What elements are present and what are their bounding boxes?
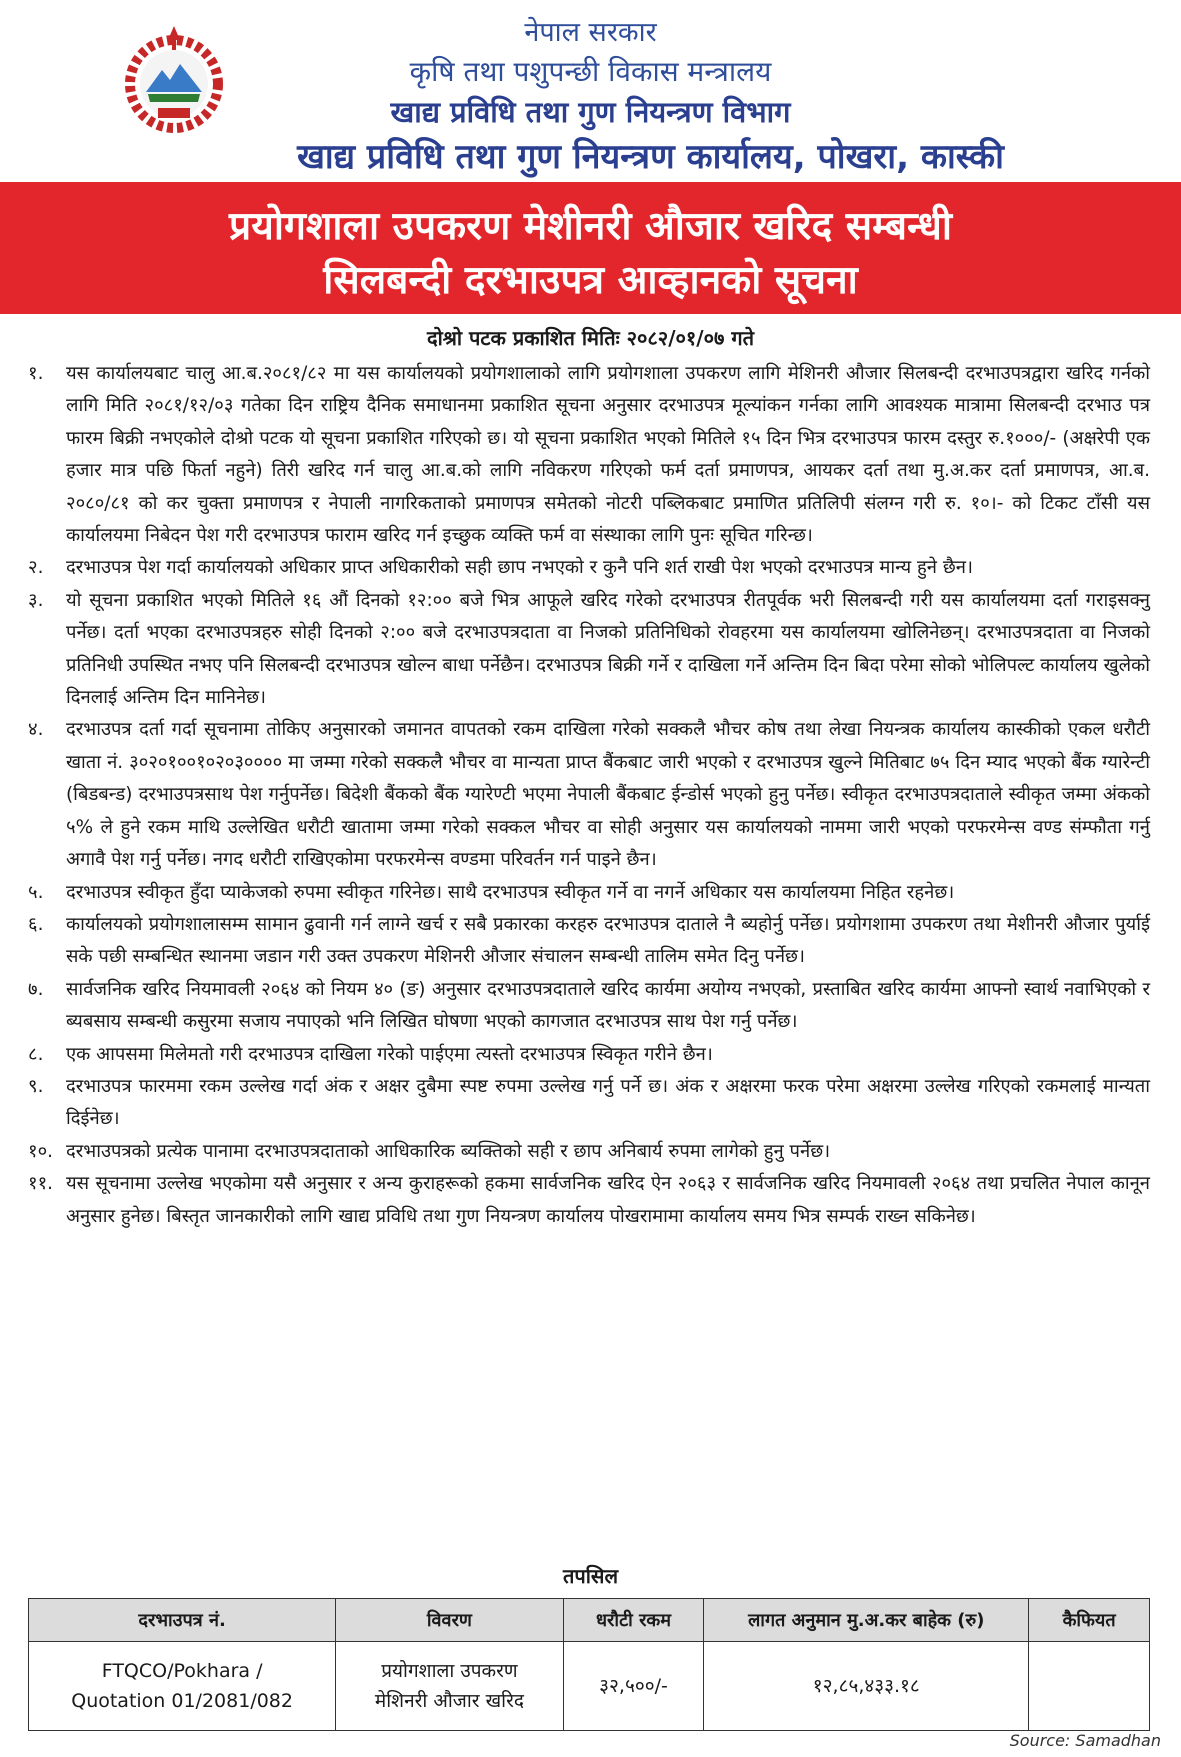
header (0, 0, 1181, 180)
publication-date: दोश्रो पटक प्रकाशित मितिः २०८२/०१/०७ गते (426, 326, 755, 350)
clause-text: दरभाउपत्र दर्ता गर्दा सूचनामा तोकिए अनुसारको जमानत वापतको रकम दाखिला गरेको सक्कलै भौचर कोष तथा लेखा नियन्त्रक कार्यालय कास्कीको एकल धरौटी खाता नं. ३०२०१००१०२०३०००० मा जम्मा गरेको सक्कलै भौचर वा मान्यता प्राप्त बैंकबाट जारी भएको र दरभाउपत्र खुल्ने मितिबाट ७५ दिन म्याद भएको बैंक ग्यारेन्टी (बिडबन्ड) दरभाउपत्रसाथ पेश गर्नुपर्नेछ। बिदेशी बैंकको बैंक ग्यारेण्टी भएमा नेपाली बैंकबाट ईन्डोर्स भएको हुनु पर्नेछ। स्वीकृत दरभाउपत्रदाताले स्वीकृत जम्मा अंकको ५% ले हुने रकम माथि उल्लेखित धरौटी खातामा जम्मा गरेको सक्कल भौचर वा सोही अनुसार यस कार्यालयको नाममा जारी भएको परफरमेन्स वण्ड संम्फौता गर्नु अगावै पेश गर्नु पर्नेछ। नगद धरौटी राखिएकोमा परफरमेन्स वण्डमा परिवर्तन गर्न पाइने छैन। (66, 719, 1150, 871)
clause-text: दरभाउपत्र स्वीकृत हुँदा प्याकेजको रुपमा स्वीकृत गरिनेछ। साथै दरभाउपत्र स्वीकृत गर्ने वा नगर्ने अधिकार यस कार्यालयमा निहित रहनेछ। (66, 881, 955, 903)
schedule-table (28, 1598, 1150, 1731)
cell-remarks (1029, 1642, 1150, 1731)
clause-text: यो सूचना प्रकाशित भएको मितिले १६ औं दिनको १२:०० बजे भित्र आफूले खरिद गरेको दरभाउपत्र रीतपूर्वक भरी सिलबन्दी गरी यस कार्यालयमा दर्ता गराइसक्नु पर्नेछ। दर्ता भएका दरभाउपत्रहरु सोही दिनको २:०० बजे दरभाउपत्रदाता वा निजको प्रतिनिधिको रोवहरमा यस कार्यालयमा खोलिनेछन्। दरभाउपत्रदाता वा निजको प्रतिनिधी उपस्थित नभए पनि सिलबन्दी दरभाउपत्र खोल्न बाधा पर्नेछैन। दरभाउपत्र बिक्री गर्ने र दाखिला गर्ने अन्तिम दिन बिदा परेमा सोको भोलिपल्ट कार्यालय खुलेको दिनलाई अन्तिम दिन मानिनेछ। (66, 589, 1150, 709)
clause (28, 1136, 1150, 1168)
clause-number: ७. (28, 978, 44, 1000)
clause-number: १. (28, 363, 44, 384)
header-quotation-no: दरभाउपत्र नं. (29, 1599, 336, 1642)
header-description: विवरण (336, 1599, 563, 1642)
cell-cost-estimate: १२,८५,४३३.१८ (704, 1642, 1029, 1731)
clause-number: ६. (28, 913, 44, 935)
clause-text: दरभाउपत्र फारममा रकम उल्लेख गर्दा अंक र अक्षर दुबैमा स्पष्ट रुपमा उल्लेख गर्नु पर्ने छ। अंक र अक्षरमा फरक परेमा अक्षरमा उल्लेख गरिएको रकमलाई मान्यता दिईनेछ। (66, 1075, 1150, 1130)
clause (28, 1168, 1150, 1233)
clause (28, 1071, 1150, 1136)
clause-text: एक आपसमा मिलेमतो गरी दरभाउपत्र दाखिला गरेको पाईएमा त्यस्तो दरभाउपत्र स्विकृत गरीने छैन। (66, 1043, 713, 1065)
clause (28, 909, 1150, 974)
clause (28, 358, 1150, 552)
clause (28, 552, 1150, 584)
clause-number: १०. (28, 1140, 53, 1162)
banner-title-line1: प्रयोगशाला उपकरण मेशीनरी औजार खरिद सम्बन्धी (229, 204, 952, 249)
schedule-header-row (29, 1599, 1150, 1642)
clause-number: ५. (28, 881, 44, 903)
clause-text: दरभाउपत्रको प्रत्येक पानामा दरभाउपत्रदाताको आधिकारिक ब्यक्तिको सही र छाप अनिबार्य रुपमा लागेको हुनु पर्नेछ। (66, 1140, 831, 1162)
clause-text: दरभाउपत्र पेश गर्दा कार्यालयको अधिकार प्राप्त अधिकारीको सही छाप नभएको र कुनै पनि शर्त राखी पेश भएको दरभाउपत्र मान्य हुने छैन। (66, 557, 973, 579)
clause-number: ३. (28, 589, 44, 611)
header-remarks: कैफियत (1029, 1599, 1150, 1642)
clause-text: सार्वजनिक खरिद नियमावली २०६४ को नियम ४० (ङ) अनुसार दरभाउपत्रदाताले खरिद कार्यमा अयोग्य नभएको, प्रस्ताबित खरिद कार्यमा आफ्नो स्वार्थ नवाभिएको र ब्यबसाय सम्बन्धी कसुरमा सजाय नपाएको भनि लिखित घोषणा भएको कागजात दरभाउपत्र साथ पेश गर्नु पर्नेछ। (66, 978, 1150, 1033)
table-row (29, 1642, 1150, 1731)
clause (28, 714, 1150, 876)
clause-text: यस कार्यालयबाट चालु आ.ब.२०८१/८२ मा यस कार्यालयको प्रयोगशालाको लागि प्रयोगशाला उपकरण लागि मेशिनरी औजार सिलबन्दी दरभाउपत्रद्वारा खरिद गर्नको लागि मिति २०८१/१२/०३ गतेका दिन राष्ट्रिय दैनिक समाधानमा प्रकाशित सूचना अनुसार दरभाउपत्र मूल्यांकन गर्नका लागि आवश्यक मात्रामा सिलबन्दी दरभाउ पत्र फारम बिक्री नभएकोले दोश्रो पटक यो सूचना प्रकाशित गरिएको छ। यो सूचना प्रकाशित भएको मितिले १५ दिन भित्र दरभाउपत्र फारम दस्तुर रु.१०००/- (अक्षरेपी एक हजार मात्र पछि फिर्ता नहुने) तिरी खरिद गर्न चालु आ.ब.को लागि नविकरण गरिएको फर्म दर्ता प्रमाणपत्र, आयकर दर्ता तथा मु.अ.कर दर्ता प्रमाणपत्र, आ.ब. २०८०/८१ को कर चुक्ता प्रमाणपत्र र नेपाली नागरिकताको प्रमाणपत्र समेतको नोटरी पब्लिकबाट प्रमाणित प्रतिलिपी संलग्न गरी रु. १०।- को टिकट टाँसी यस कार्यालयमा निबेदन पेश गरी दरभाउपत्र फाराम खरिद गर्न इच्छुक व्यक्ति फर्म वा संस्थाका लागि पुनः सूचित गरिन्छ। (66, 363, 1150, 547)
clause-number: ११. (28, 1173, 53, 1195)
clause-number: २. (28, 557, 44, 579)
clause (28, 585, 1150, 715)
description-line2: मेशिनरी औजार खरिद (374, 1690, 524, 1712)
clause (28, 974, 1150, 1039)
notice-title-banner (0, 182, 1181, 314)
header-deposit: धरौटी रकम (563, 1599, 704, 1642)
clause-number: ४. (28, 719, 44, 741)
clause-text: यस सूचनामा उल्लेख भएकोमा यसै अनुसार र अन्य कुराहरूको हकमा सार्वजनिक खरिद ऐन २०६३ र सार्वजनिक खरिद नियमावली २०६४ तथा प्रचलित नेपाल कानून अनुसार हुनेछ। बिस्तृत जानकारीको लागि खाद्य प्रविधि तथा गुण नियन्त्रण कार्यालय पोखरामामा कार्यालय समय भित्र सम्पर्क राख्न सकिनेछ। (66, 1173, 1150, 1227)
quotation-line2: Quotation 01/2081/082 (71, 1690, 293, 1712)
cell-description (336, 1642, 563, 1731)
header-cost-estimate: लागत अनुमान मु.अ.कर बाहेक (रु) (704, 1599, 1029, 1642)
schedule-title: तपसिल (562, 1564, 619, 1588)
clause (28, 877, 1150, 909)
source-credit: Source: Samadhan (1009, 1731, 1161, 1750)
quotation-line1: FTQCO/Pokhara / (101, 1660, 263, 1682)
header-office: खाद्य प्रविधि तथा गुण नियन्त्रण कार्यालय, पोखरा, कास्की (297, 137, 1004, 177)
clause-number: ९. (28, 1075, 44, 1097)
cell-quotation-no (29, 1642, 336, 1731)
description-line1: प्रयोगशाला उपकरण (381, 1660, 518, 1682)
notice-clauses (28, 358, 1150, 1233)
clause (28, 1039, 1150, 1071)
cell-deposit: ३२,५००/- (563, 1642, 704, 1731)
header-department: खाद्य प्रविधि तथा गुण नियन्त्रण विभाग (390, 95, 791, 129)
clause-number: ८. (28, 1043, 44, 1065)
header-ministry: कृषि तथा पशुपन्छी विकास मन्त्रालय (409, 55, 772, 88)
clause-text: कार्यालयको प्रयोगशालासम्म सामान ढुवानी गर्न लाग्ने खर्च र सबै प्रकारका करहरु दरभाउपत्र दाताले नै ब्यहोर्नु पर्नेछ। प्रयोगशामा उपकरण तथा मेशीनरी औजार पुर्याई सके पछी सम्बन्धित स्थानमा जडान गरी उक्त उपकरण मेशिनरी औजार संचालन सम्बन्धी तालिम समेत दिनु पर्नेछ। (66, 913, 1150, 968)
banner-title-line2: सिलबन्दी दरभाउपत्र आव्हानको सूचना (323, 258, 858, 303)
header-government: नेपाल सरकार (524, 17, 657, 48)
